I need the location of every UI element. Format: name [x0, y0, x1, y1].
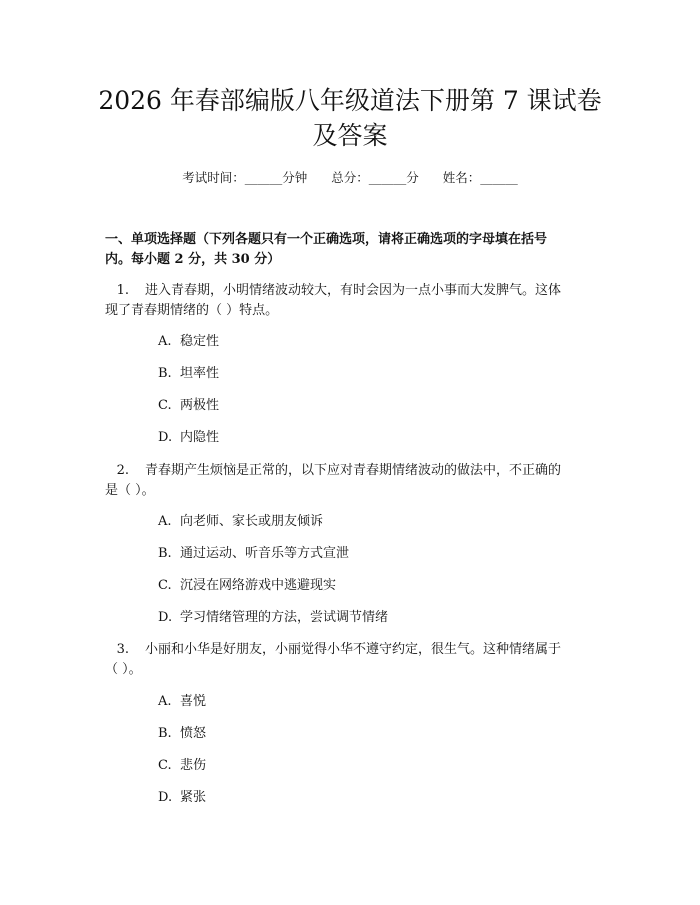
option-text: 通过运动、听音乐等方式宣泄 — [180, 546, 350, 561]
question-3-stem — [105, 640, 605, 660]
option-text: 愤怒 — [180, 726, 207, 741]
option-text: 坦率性 — [180, 366, 220, 381]
option-letter: C. — [158, 398, 172, 413]
question-2-option-a — [158, 512, 323, 532]
question-number: 3. — [116, 642, 129, 657]
question-3-stem-cont: （ ）。 — [105, 662, 142, 677]
question-1-stem-cont: 现了青春期情绪的（ ）特点。 — [105, 303, 279, 318]
question-3-option-b — [158, 724, 206, 744]
exam-meta — [0, 169, 700, 187]
option-letter: B. — [158, 366, 172, 381]
question-text: 青春期产生烦恼是正常的，以下应对青春期情绪波动的做法中，不正确的 — [145, 463, 562, 478]
option-text: 两极性 — [180, 398, 220, 413]
option-text: 向老师、家长或朋友倾诉 — [180, 514, 324, 529]
option-text: 喜悦 — [180, 694, 207, 709]
option-letter: D. — [158, 790, 173, 805]
question-2-option-b — [158, 544, 349, 564]
page-title-line2: 及答案 — [312, 121, 388, 150]
option-letter: A. — [158, 514, 172, 529]
question-3-option-a — [158, 692, 206, 712]
question-2-stem — [105, 461, 605, 481]
question-2-option-c — [158, 576, 336, 596]
option-text: 内隐性 — [180, 430, 220, 445]
option-letter: C. — [158, 578, 172, 593]
question-text: 进入青春期，小明情绪波动较大，有时会因为一点小事而大发脾气。这体 — [145, 283, 562, 298]
option-text: 学习情绪管理的方法，尝试调节情绪 — [180, 610, 389, 625]
question-3-option-c — [158, 756, 206, 776]
question-1-option-a — [158, 332, 219, 352]
total-score-field: 总分：______分 — [331, 170, 419, 185]
student-name-field: 姓名：______ — [442, 170, 518, 185]
question-2-stem-cont: 是（ ）。 — [105, 483, 155, 498]
question-number: 2. — [116, 463, 129, 478]
exam-time-field: 考试时间：______分钟 — [182, 170, 308, 185]
option-letter: C. — [158, 758, 172, 773]
option-letter: B. — [158, 726, 172, 741]
option-text: 稳定性 — [180, 334, 220, 349]
section-heading-line1: 一、单项选择题（下列各题只有一个正确选项，请将正确选项的字母填在括号 — [105, 232, 548, 247]
option-letter: D. — [158, 610, 173, 625]
question-1-option-c — [158, 396, 219, 416]
question-3-option-d — [158, 788, 206, 808]
question-2-option-d — [158, 608, 388, 628]
question-1-option-b — [158, 364, 219, 384]
option-letter: B. — [158, 546, 172, 561]
option-letter: D. — [158, 430, 173, 445]
option-letter: A. — [158, 334, 172, 349]
question-1-option-d — [158, 428, 219, 448]
question-1-stem — [105, 281, 605, 301]
option-letter: A. — [158, 694, 172, 709]
option-text: 沉浸在网络游戏中逃避现实 — [180, 578, 337, 593]
option-text: 紧张 — [180, 790, 207, 805]
option-text: 悲伤 — [180, 758, 207, 773]
question-text: 小丽和小华是好朋友，小丽觉得小华不遵守约定，很生气。这种情绪属于 — [145, 642, 562, 657]
section-heading-line2: 内。每小题 2 分，共 30 分） — [105, 252, 281, 267]
page-title-line1: 2026 年春部编版八年级道法下册第 7 课试卷 — [98, 86, 602, 115]
question-number: 1. — [116, 283, 129, 298]
